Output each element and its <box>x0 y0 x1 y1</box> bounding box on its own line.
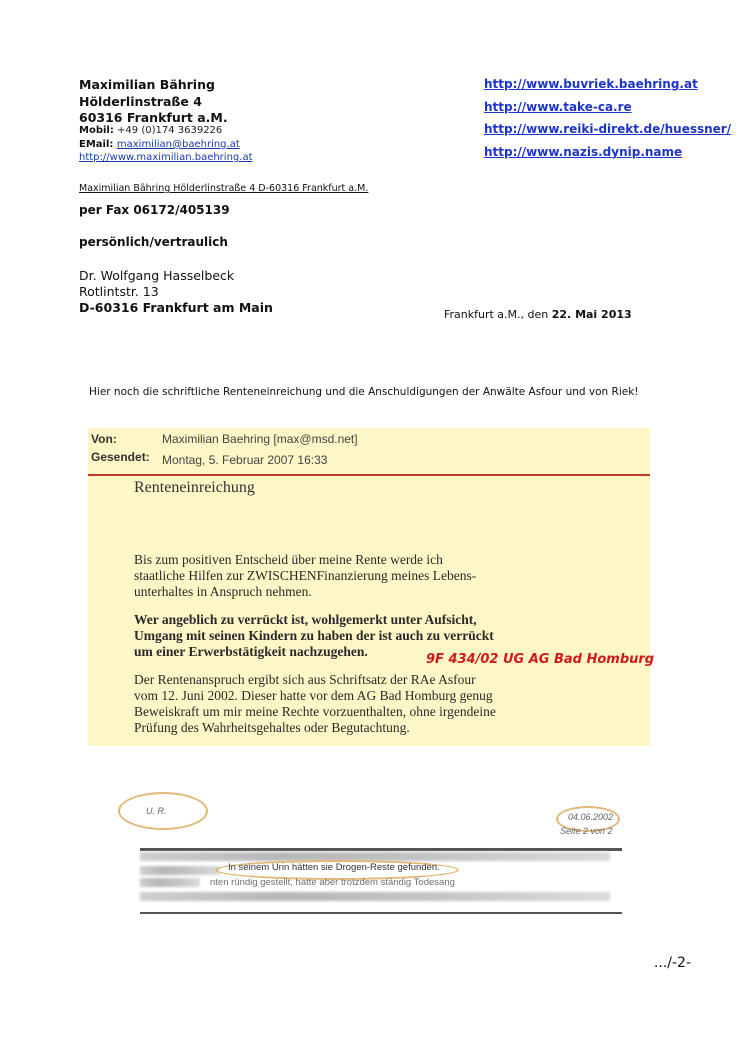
case-number-stamp: 9F 434/02 UG AG Bad Homburg <box>426 652 655 667</box>
recipient-name: Dr. Wolfgang Hasselbeck <box>79 268 235 283</box>
sender-city: 60316 Frankfurt a.M. <box>79 110 228 125</box>
link-take-care[interactable]: http://www.take-ca.re <box>484 99 632 114</box>
letter-date <box>444 308 632 321</box>
para1-line3: unterhaltes in Anspruch nehmen. <box>134 584 312 599</box>
sender-email <box>79 139 240 150</box>
sender-street: Hölderlinstraße 4 <box>79 94 202 109</box>
para3-line1: Der Rentenanspruch ergibt sich aus Schriftsatz der RAe Asfour <box>134 672 476 687</box>
blurred-line <box>140 866 220 875</box>
recipient-city: D-60316 Frankfurt am Main <box>79 300 273 315</box>
date-value: 22. Mai 2013 <box>551 308 632 321</box>
link-nazis-dynip[interactable]: http://www.nazis.dynip.name <box>484 144 683 159</box>
phone-value: +49 (0)174 3639226 <box>117 125 223 136</box>
return-address: Maximilian Bähring Hölderlinstraße 4 D-60316 Frankfurt a.M. <box>79 183 369 194</box>
para2-line3: um einer Erwerbstätigkeit nachzugehen. <box>134 644 368 659</box>
document-fragment <box>110 790 630 920</box>
blurred-line <box>140 892 610 901</box>
email-link[interactable]: maximilian@baehring.at <box>116 139 240 150</box>
page-marker: .../-2- <box>653 955 691 971</box>
fragment-line1: In seinem Urin hätten sie Drogen-Reste gefunden. <box>228 862 440 873</box>
email-label: EMail: <box>79 139 114 150</box>
para2-line2: Umgang mit seinen Kindern zu haben der ist auch zu verrückt <box>134 628 494 643</box>
para3-line2: vom 12. Juni 2002. Dieser hatte vor dem AG Bad Homburg genug <box>134 688 493 703</box>
fragment-initials: U. R. <box>146 806 167 816</box>
email-subject: Renteneinreichung <box>134 479 255 496</box>
para2-line1: Wer angeblich zu verrückt ist, wohlgemerkt unter Aufsicht, <box>134 612 477 627</box>
para3-line3: Beweiskraft um mir meine Rechte vorzuenthalten, ohne irgendeine <box>134 704 496 719</box>
sender-name: Maximilian Bähring <box>79 77 215 92</box>
fragment-rule-top <box>140 848 622 851</box>
para3-line4: Prüfung des Wahrheitsgehaltes oder Begutachtung. <box>134 720 410 735</box>
recipient-street: Rotlintstr. 13 <box>79 284 159 299</box>
para1-line1: Bis zum positiven Entscheid über meine Rente werde ich <box>134 552 443 567</box>
date-prefix: Frankfurt a.M., den <box>444 308 549 321</box>
phone-label: Mobil: <box>79 125 114 136</box>
scanned-email <box>88 428 655 746</box>
fragment-rule-bottom <box>140 912 622 914</box>
link-list <box>484 77 731 167</box>
fax-line: per Fax 06172/405139 <box>79 203 230 217</box>
sent-value: Montag, 5. Februar 2007 16:33 <box>162 453 328 467</box>
blurred-line <box>140 878 200 887</box>
confidential-note: persönlich/vertraulich <box>79 235 228 249</box>
header-divider <box>88 474 650 476</box>
link-buvriek[interactable]: http://www.buvriek.baehring.at <box>484 77 698 91</box>
from-label: Von: <box>91 432 117 446</box>
fragment-date: 04.06.2002 <box>568 812 614 822</box>
sender-phone <box>79 125 222 136</box>
fragment-line2: nten ründig gestellt, hatte aber trotzdem ständig Todesang <box>210 877 455 888</box>
intro-text: Hier noch die schriftliche Renteneinreichung und die Anschuldigungen der Anwälte Asfour und von Riek! <box>89 386 639 398</box>
para1-line2: staatliche Hilfen zur ZWISCHENFinanzierung meines Lebens- <box>134 568 477 583</box>
fragment-page: Seite 2 von 2 <box>560 826 613 836</box>
link-reiki-direkt[interactable]: http://www.reiki-direkt.de/huessner/ <box>484 122 732 136</box>
from-value: Maximilian Baehring [max@msd.net] <box>162 432 358 446</box>
sent-label: Gesendet: <box>91 450 150 464</box>
sender-website-link[interactable]: http://www.maximilian.baehring.at <box>79 152 253 163</box>
